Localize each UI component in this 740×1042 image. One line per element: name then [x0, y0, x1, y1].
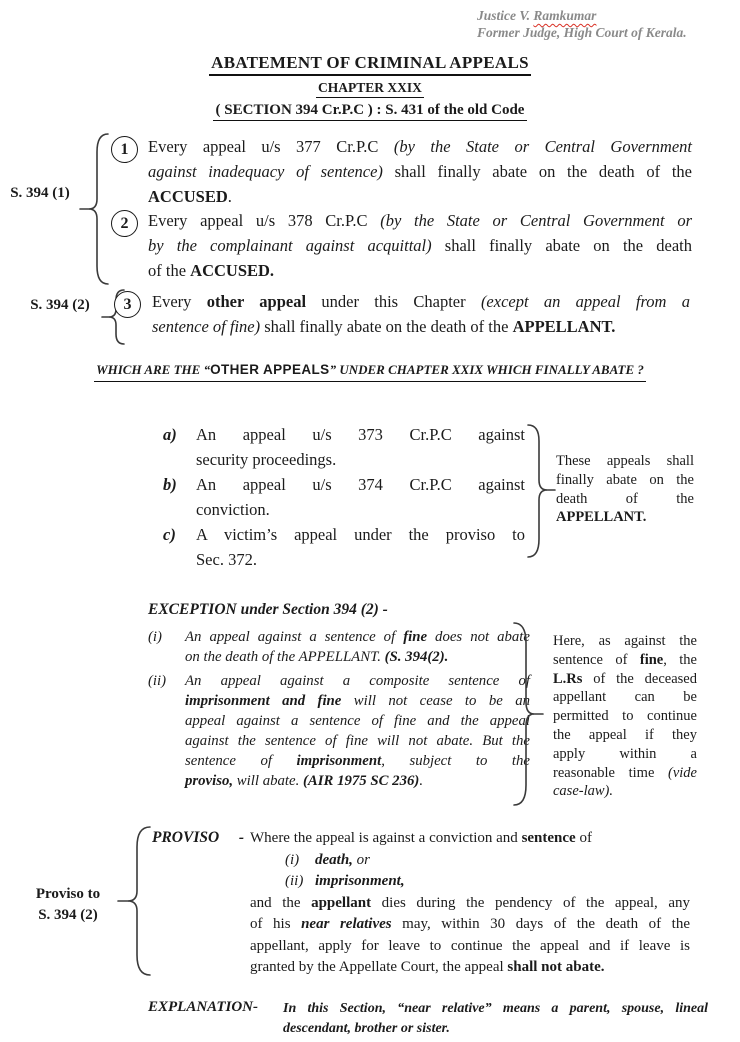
curly-brace-exception — [510, 621, 546, 807]
appellant-note — [556, 452, 694, 527]
text-segment: shall finally abate on the death — [431, 236, 692, 255]
text-segment: or — [352, 851, 371, 868]
text-segment: reasonable time — [553, 764, 669, 781]
text-segment: Where the appeal is against a conviction and — [250, 830, 522, 846]
list-marker-c: c) — [163, 525, 176, 544]
list-item-a — [163, 422, 525, 472]
text-line — [196, 522, 525, 547]
text-line — [556, 490, 694, 509]
text-line — [185, 731, 530, 751]
text-segment: by the complainant against acquittal) — [148, 236, 432, 255]
explanation-text — [283, 999, 708, 1038]
text-line — [553, 745, 697, 764]
text-segment: (except an appeal from a — [480, 292, 691, 311]
text-segment: Every appeal u/s 378 Cr.P.C — [148, 211, 381, 230]
text-segment: Sec. 372. — [196, 550, 257, 569]
proviso-sub-marker-i: (i) — [285, 851, 300, 868]
side-label-s394-2: S. 394 (2) — [30, 297, 90, 313]
list-text-a — [196, 422, 525, 472]
text-line — [553, 651, 697, 670]
text-segment: granted by the Appellate Court, the appeal — [250, 959, 508, 975]
explanation-label-word: EXPLANATION — [148, 999, 254, 1015]
text-segment: An appeal against a sentence of — [185, 629, 404, 645]
proviso-sub-ii — [285, 871, 690, 893]
list-item-b — [163, 472, 525, 522]
text-segment: imprisonment — [296, 753, 382, 769]
text-line — [152, 314, 690, 339]
question-heading — [0, 362, 740, 382]
text-segment: apply within a — [553, 745, 697, 762]
text-segment: descendant, brother or sister. — [283, 1020, 450, 1036]
proviso-sub-text-i — [315, 852, 370, 868]
text-line — [283, 999, 708, 1019]
other-appeals-list — [163, 422, 525, 572]
text-line — [185, 711, 530, 731]
text-segment: APPELLANT. — [512, 317, 616, 336]
text-line — [556, 471, 694, 490]
text-segment: fine — [639, 651, 664, 668]
author-credit — [477, 7, 707, 41]
list-marker-a: a) — [163, 425, 177, 444]
text-segment: on the death of the APPELLANT. — [185, 649, 385, 665]
text-line — [185, 647, 530, 667]
text-segment: An appeal against a composite sentence of — [185, 673, 530, 689]
text-segment: (by the State or Central Government or — [380, 211, 692, 230]
proviso-paragraph — [250, 893, 690, 979]
text-line — [152, 289, 690, 314]
item-number-3: 3 — [114, 291, 141, 318]
text-segment: APPELLANT. — [556, 509, 647, 526]
text-line — [196, 422, 525, 447]
exception-item-ii — [148, 671, 530, 791]
text-segment: proviso, — [185, 773, 234, 789]
text-line — [250, 914, 690, 936]
text-segment: appellant can be — [553, 689, 697, 706]
proviso-heading-word: PROVISO — [152, 829, 220, 846]
text-segment: , the — [663, 651, 697, 668]
text-segment: appellant — [311, 894, 372, 911]
exception-text-i — [185, 627, 530, 667]
text-line — [553, 782, 697, 801]
text-segment: imprisonment, — [315, 873, 405, 889]
text-segment: other appeal — [206, 292, 307, 311]
question-suffix: ” UNDER CHAPTER XXIX WHICH FINALLY ABATE ? — [329, 362, 644, 377]
text-segment: . — [227, 187, 232, 206]
text-line — [185, 751, 530, 771]
list-text-b — [196, 472, 525, 522]
text-segment: (by the State or Central Government — [393, 137, 692, 156]
text-segment: shall not abate. — [507, 959, 605, 975]
text-line — [185, 627, 530, 647]
exception-list — [148, 627, 530, 795]
text-line — [556, 508, 694, 527]
text-line — [185, 771, 530, 791]
proviso-label-line1: Proviso to — [35, 886, 101, 902]
text-segment: (S. 394(2). — [384, 649, 449, 665]
section-subtitle: ( SECTION 394 Cr.P.C ) : S. 431 of the old Code — [213, 102, 528, 121]
text-line — [148, 258, 692, 283]
exception-marker-ii: (ii) — [148, 673, 167, 689]
text-segment: does not abate — [427, 629, 530, 645]
text-line — [148, 184, 692, 209]
text-line — [553, 632, 697, 651]
text-segment: Every — [152, 292, 207, 311]
text-line — [196, 447, 525, 472]
text-line — [148, 208, 692, 233]
text-segment: L.Rs — [553, 670, 583, 687]
text-line — [185, 691, 530, 711]
curly-brace-other-appeals — [524, 423, 558, 559]
text-segment: Here, as against the — [553, 633, 697, 649]
text-segment: security proceedings. — [196, 450, 337, 469]
text-segment: death of the — [556, 490, 694, 507]
text-segment: sentence of — [185, 753, 297, 769]
text-segment: of the deceased — [582, 670, 697, 687]
text-segment: An appeal u/s 374 Cr.P.C against — [196, 475, 525, 494]
text-segment: case-law). — [553, 783, 613, 800]
proviso-sub-text-ii — [315, 873, 405, 889]
list-marker-b: b) — [163, 475, 177, 494]
text-line — [250, 893, 690, 915]
text-segment: An appeal u/s 373 Cr.P.C against — [196, 425, 525, 444]
proviso-heading — [152, 829, 244, 847]
item-text-3 — [152, 289, 690, 339]
text-line — [553, 707, 697, 726]
item-text-1 — [148, 134, 692, 209]
text-segment: finally abate on the — [556, 471, 694, 488]
text-line — [250, 957, 690, 979]
author-name-line — [477, 7, 707, 24]
proviso-text — [250, 828, 690, 979]
text-segment: the appeal if they — [553, 726, 697, 743]
list-text-c — [196, 522, 525, 572]
proviso-intro-line — [250, 828, 690, 850]
text-line — [196, 472, 525, 497]
text-line — [250, 936, 690, 958]
lrs-note — [553, 632, 697, 801]
text-segment: against inadequacy of sentence) — [148, 162, 383, 181]
text-line — [196, 547, 525, 572]
author-name: Ramkumar — [533, 8, 597, 23]
question-prefix: WHICH ARE THE “ — [96, 362, 211, 377]
text-line — [553, 764, 697, 783]
text-segment: fine — [403, 629, 428, 645]
text-segment: ACCUSED. — [190, 261, 275, 280]
text-segment: death, — [315, 851, 353, 868]
page-title: ABATEMENT OF CRIMINAL APPEALS — [209, 53, 531, 76]
text-segment: appeal against a sentence of fine and the appeal — [185, 713, 530, 729]
text-segment: These appeals shall — [556, 453, 694, 469]
item-number-2: 2 — [111, 210, 138, 237]
text-segment: In this Section, “near relative” means a parent, spouse, lineal — [283, 1001, 708, 1016]
text-line — [553, 670, 697, 689]
text-line — [148, 159, 692, 184]
text-segment: of — [575, 830, 592, 846]
explanation-label-dash: - — [253, 999, 259, 1015]
exception-text-ii — [185, 671, 530, 791]
exception-heading: EXCEPTION under Section 394 (2) - — [148, 601, 388, 618]
text-line — [148, 134, 692, 159]
text-line — [556, 452, 694, 471]
text-segment: near relatives — [301, 916, 392, 932]
text-segment: (vide — [668, 764, 697, 781]
exception-marker-i: (i) — [148, 629, 162, 645]
text-segment: , subject to the — [381, 753, 530, 769]
text-segment: imprisonment and fine — [185, 693, 342, 709]
text-segment: sentence of — [553, 651, 640, 668]
text-segment: permitted to continue — [553, 708, 697, 725]
text-segment: A victim’s appeal under the proviso to — [196, 525, 525, 544]
proviso-sub-i — [285, 850, 690, 872]
text-segment: . — [419, 773, 424, 789]
list-item-c — [163, 522, 525, 572]
text-segment: sentence — [521, 830, 576, 846]
proviso-heading-dash: - — [238, 829, 244, 846]
text-segment: sentence of fine) — [152, 317, 261, 336]
question-highlight: OTHER APPEALS — [210, 362, 330, 377]
title-block — [0, 53, 740, 121]
explanation-label — [148, 999, 259, 1016]
text-segment: against the sentence of fine will not abate. But the — [185, 733, 530, 749]
chapter-subtitle: CHAPTER XXIX — [316, 80, 424, 98]
text-line — [148, 233, 692, 258]
text-segment: shall finally abate on the death of the — [260, 317, 513, 336]
text-segment: and the — [250, 894, 312, 911]
text-segment: may, within 30 days of the death of the — [391, 916, 690, 932]
text-segment: ACCUSED — [148, 187, 228, 206]
author-title-line: Former Judge, High Court of Kerala. — [477, 25, 687, 40]
exception-item-i — [148, 627, 530, 667]
text-segment: will not cease to be an — [341, 693, 530, 709]
side-label-proviso — [16, 884, 120, 926]
curly-brace-proviso — [118, 825, 154, 977]
text-segment: dies during the pendency of the appeal, any — [371, 894, 691, 911]
text-line — [196, 497, 525, 522]
proviso-sub-marker-ii: (ii) — [285, 873, 304, 889]
text-line — [553, 726, 697, 745]
text-segment: will abate. — [233, 773, 303, 789]
side-label-s394-1: S. 394 (1) — [10, 185, 70, 201]
text-line — [553, 688, 697, 707]
proviso-label-line2: S. 394 (2) — [38, 907, 98, 923]
text-segment: (AIR 1975 SC 236) — [302, 773, 420, 789]
text-segment: appellant, apply for leave to continue the appeal and if leave is — [250, 937, 690, 954]
text-segment: shall finally abate on the death of the — [382, 162, 692, 181]
text-segment: of the — [148, 261, 191, 280]
text-segment: conviction. — [196, 500, 270, 519]
curly-brace-s394-1 — [80, 132, 112, 286]
text-segment: of his — [250, 916, 302, 932]
text-segment: Every appeal u/s 377 Cr.P.C — [148, 137, 394, 156]
text-line — [283, 1019, 708, 1039]
author-prefix: Justice V. — [477, 8, 534, 23]
text-line — [185, 671, 530, 691]
text-segment: under this Chapter — [306, 292, 481, 311]
item-text-2 — [148, 208, 692, 283]
item-number-1: 1 — [111, 136, 138, 163]
